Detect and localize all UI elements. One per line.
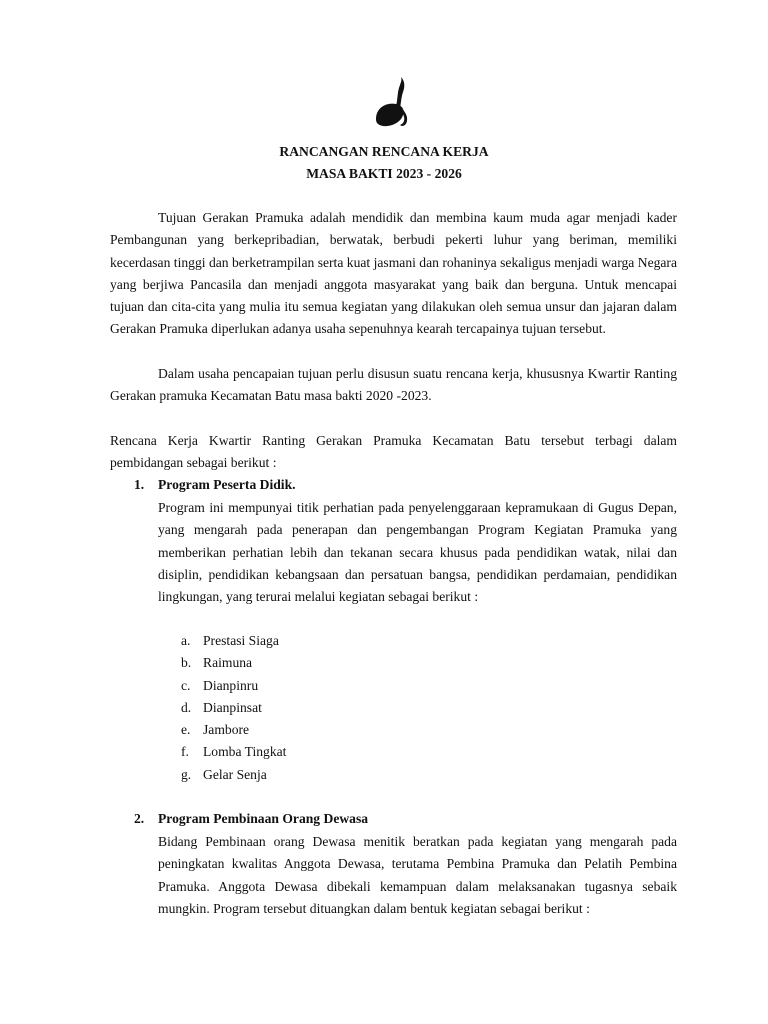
section-number: 2. [134,811,145,826]
list-letter: c. [181,677,191,693]
list-label: Dianpinru [203,677,259,693]
division-paragraph: Rencana Kerja Kwartir Ranting Gerakan Pramuka Kecamatan Batu tersebut terbagi dalam pembidangan sebagai berikut : [110,433,677,471]
list-letter: a. [181,633,191,648]
list-label: Jambore [203,722,250,738]
list-letter: f. [181,744,189,760]
list-letter: b. [181,655,192,671]
list-label: Lomba Tingkat [203,744,287,760]
list-letter: e. [181,722,191,738]
intro-paragraph: Tujuan Gerakan Pramuka adalah mendidik dan membina kaum muda agar menjadi kader Pembangunan yang berkepribadian, berwatak, berbudi pekerti luhur yang beriman, memiliki kecerdasan tinggi dan berketrampilan serta kuat jasmani dan rohaninya sekaligus menjadi warga Negara yang berjiwa Pancasila dan menjadi anggota masyarakat yang baik dan berguna. Untuk mencapai tujuan dan cita-cita yang mulia itu semua kegiatan yang dilakukan oleh semua unsur dan jajaran dalam Gerakan Pramuka diperlukan adanya usaha sepenuhnya kearah tercapainya tujuan tersebut. [110,210,677,337]
section-text: Program ini mempunyai titik perhatian pada penyelenggaraan kepramukaan di Gugus Depan, yang mengarah pada penerapan dan pengembangan Program Kegiatan Pramuka yang memberikan perhatian lebih dan tekanan secara khusus pada pendidikan watak, nilai dan disiplin, pendidikan kebangsaan dan persatuan bangsa, pendidikan perdamaian, pendidikan lingkungan, yang terurai melalui kegiatan sebagai berikut : [158,500,677,605]
list-letter: d. [181,699,192,715]
document-subtitle: MASA BAKTI 2023 - 2026 [306,166,462,181]
section-text: Bidang Pembinaan orang Dewasa menitik beratkan pada kegiatan yang mengarah pada peningkatan kwalitas Anggota Dewasa, terutama Pembina Pramuka dan Pelatih Pembina Pramuka. Anggota Dewasa dibekali kemampuan dalam melaksanakan tugasnya sebaik mungkin. Program tersebut dituangkan dalam bentuk kegiatan sebagai berikut : [158,834,677,916]
document-title: RANCANGAN RENCANA KERJA [279,144,489,159]
purpose-paragraph: Dalam usaha pencapaian tujuan perlu disusun suatu rencana kerja, khususnya Kwartir Ranting Gerakan pramuka Kecamatan Batu masa bakti 2020 -2023. [110,366,677,404]
list-label: Prestasi Siaga [203,633,279,648]
section-number: 1. [134,477,145,492]
list-label: Dianpinsat [203,699,262,715]
list-label: Raimuna [203,655,253,671]
tunas-kelapa-icon [374,77,410,133]
section-heading: Program Peserta Didik. [158,477,296,492]
list-letter: g. [181,766,192,782]
list-label: Gelar Senja [203,766,267,782]
section-heading: Program Pembinaan Orang Dewasa [158,811,369,826]
